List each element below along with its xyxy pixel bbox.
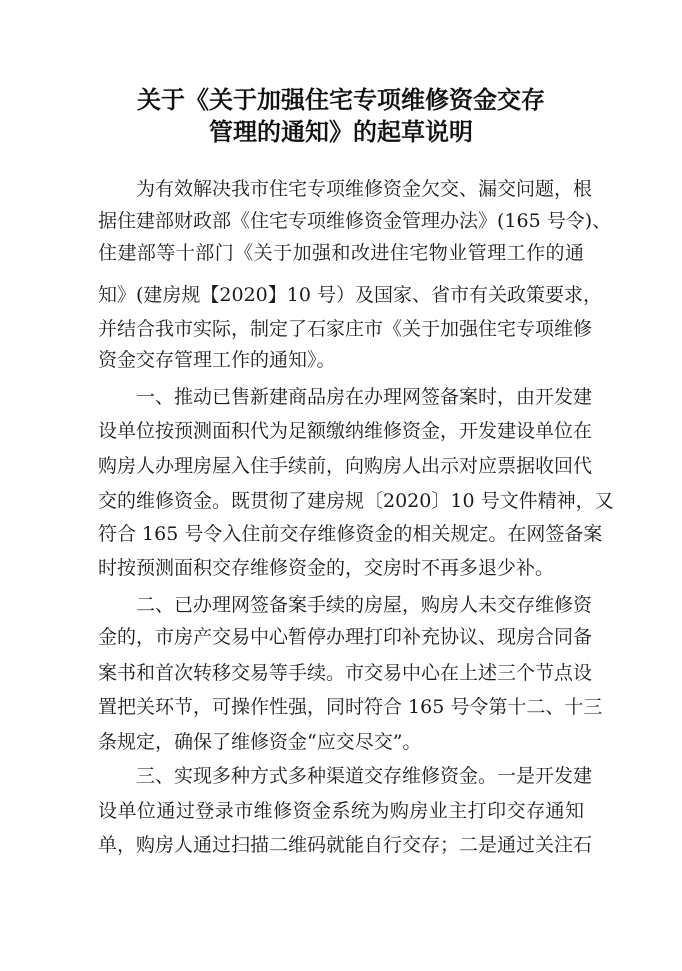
paragraph-line: 设单位通过登录市维修资金系统为购房业主打印交存通知: [98, 800, 584, 822]
paragraph-line: 二、已办理网签备案手续的房屋，购房人未交存维修资: [136, 594, 593, 616]
document-title-line-1: 关于《关于加强住宅专项维修资金交存: [137, 86, 545, 114]
paragraph-line: 单，购房人通过扫描二维码就能自行交存；二是通过关注石: [98, 834, 593, 856]
paragraph-line: 条规定，确保了维修资金“应交尽交”。: [98, 731, 422, 753]
paragraph-line: 案书和首次转移交易等手续。市交易中心在上述三个节点设: [98, 662, 593, 684]
paragraph-line: 据住建部财政部《住宅专项维修资金管理办法》(165 号令)、: [98, 210, 612, 232]
paragraph-line: 交的维修资金。既贯彻了建房规〔2020〕10 号文件精神，又: [98, 490, 614, 512]
paragraph-line: 置把关环节，可操作性强，同时符合 165 号令第十二、十三: [98, 696, 603, 718]
paragraph-line: 三、实现多种方式多种渠道交存维修资金。一是开发建: [136, 765, 593, 787]
paragraph-line: 设单位按预测面积代为足额缴纳维修资金，开发建设单位在: [98, 420, 593, 442]
paragraph-line: 为有效解决我市住宅专项维修资金欠交、漏交问题，根: [136, 178, 593, 200]
paragraph-line: 金的，市房产交易中心暂停办理打印补充协议、现房合同备: [98, 626, 593, 648]
paragraph-line: 时按预测面积交存维修资金的，交房时不再多退少补。: [98, 557, 555, 579]
document-title-line-2: 管理的通知》的起草说明: [209, 118, 473, 146]
paragraph-line: 符合 165 号令入住前交存维修资金的相关规定。在网签备案: [98, 523, 603, 545]
paragraph-line: 住建部等十部门《关于加强和改进住宅物业管理工作的通: [98, 242, 584, 264]
paragraph-line: 资金交存管理工作的通知》。: [98, 349, 336, 371]
paragraph-line: 知》(建房规【2020】10 号）及国家、省市有关政策要求，: [98, 284, 602, 306]
paragraph-line: 并结合我市实际，制定了石家庄市《关于加强住宅专项维修: [98, 318, 593, 340]
paragraph-line: 一、推动已售新建商品房在办理网签备案时，由开发建: [136, 386, 593, 408]
paragraph-line: 购房人办理房屋入住手续前，向购房人出示对应票据收回代: [98, 455, 593, 477]
